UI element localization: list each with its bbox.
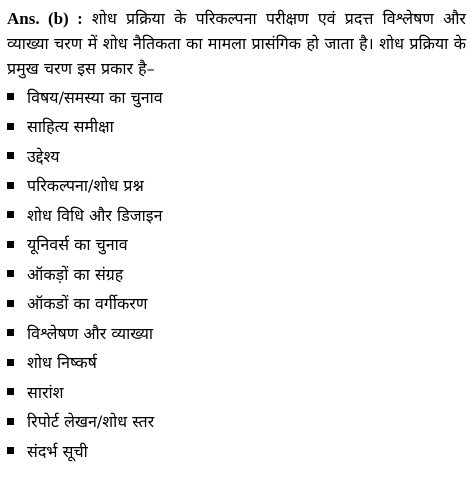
list-item-text: साहित्य समीक्षा	[27, 117, 114, 137]
list-item	[7, 200, 466, 230]
bullet-icon	[7, 270, 14, 277]
list-item-text: ऑकड़ों का संग्रह	[27, 264, 124, 284]
list-item-text: ऑकडों का वर्गीकरण	[27, 294, 148, 314]
list-item-text: परिकल्पना/शोध प्रश्न	[27, 176, 144, 196]
list-item	[7, 407, 466, 437]
list-item-text: संदर्भ सूची	[27, 441, 88, 461]
list-item-text: रिपोर्ट लेखन/शोध स्तर	[27, 412, 155, 432]
bullet-icon	[7, 182, 14, 189]
list-item	[7, 436, 466, 466]
bullet-icon	[7, 359, 14, 366]
list-item-text: विषय/समस्या का चुनाव	[27, 87, 163, 107]
bullet-icon	[7, 447, 14, 454]
list-item-text: विश्लेषण और व्याख्या	[27, 323, 154, 343]
answer-label: Ans. (b) :	[7, 9, 83, 28]
bullet-icon	[7, 329, 14, 336]
list-item-text: शोध निष्कर्ष	[27, 353, 97, 373]
list-item	[7, 348, 466, 378]
list-item	[7, 171, 466, 201]
bullet-icon	[7, 388, 14, 395]
bullet-icon	[7, 123, 14, 130]
bullet-icon	[7, 241, 14, 248]
bullet-icon	[7, 93, 14, 100]
answer-paragraph	[7, 6, 466, 81]
bullet-icon	[7, 418, 14, 425]
list-item	[7, 82, 466, 112]
answer-text: शोध प्रक्रिया के परिकल्पना परीक्षण एवं प्रदत्त विश्लेषण और व्याख्या चरण में शोध नैतिकता का मामला प्रासंगिक हो जाता है। शोध प्रक्रिया के प्रमुख चरण इस प्रकार है–	[7, 9, 466, 78]
list-item-text: शोध विधि और डिजाइन	[27, 205, 163, 225]
bullet-icon	[7, 152, 14, 159]
list-item	[7, 259, 466, 289]
list-item	[7, 141, 466, 171]
list-item-text: सारांश	[27, 382, 64, 402]
list-item	[7, 377, 466, 407]
list-item-text: यूनिवर्स का चुनाव	[27, 235, 128, 255]
bullet-icon	[7, 211, 14, 218]
bullet-icon	[7, 300, 14, 307]
list-item	[7, 112, 466, 142]
list-item	[7, 230, 466, 260]
list-item-text: उद्देश्य	[27, 146, 60, 166]
list-item	[7, 318, 466, 348]
list-item	[7, 289, 466, 319]
research-steps-list	[7, 82, 466, 466]
